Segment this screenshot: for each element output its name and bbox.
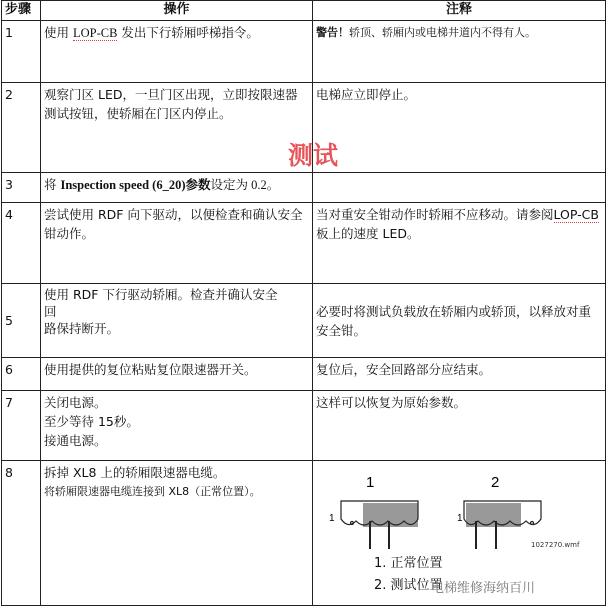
table-header-row	[2, 1, 606, 21]
procedure-table	[1, 0, 606, 606]
operation-cell: 尝试使用 RDF 向下驱动，以便检查和确认安全钳动作。	[41, 203, 313, 284]
step-number: 5	[2, 284, 41, 358]
brand-watermark: 电梯维修海纳百川	[431, 581, 536, 596]
step-number: 8	[2, 461, 41, 606]
note-cell: 复位后，安全回路部分应结束。	[313, 358, 606, 391]
table-row	[2, 21, 606, 83]
text: 至少等待 15秒。	[44, 414, 139, 429]
table-row	[2, 461, 606, 606]
operation-cell	[41, 461, 313, 606]
operation-cell	[41, 173, 313, 203]
step-number: 2	[2, 83, 41, 173]
table-row	[2, 203, 606, 284]
step-number: 1	[2, 21, 41, 83]
operation-cell	[41, 391, 313, 461]
text: 回	[44, 304, 57, 319]
header-step: 步骤	[2, 1, 41, 21]
warning-text: 轿顶、轿厢内或电梯井道内不得有人。	[349, 26, 536, 39]
warning-label: 警告！	[316, 26, 349, 39]
note-cell	[313, 173, 606, 203]
text: 当对重安全钳动作时轿厢不应移动。请参阅	[316, 207, 554, 222]
lop-cb-term: LOP-CB	[553, 207, 599, 222]
diagram-label-2: 2	[491, 474, 500, 491]
connector-test	[464, 501, 541, 549]
step-number: 3	[2, 173, 41, 203]
header-note: 注释	[313, 1, 606, 21]
lop-cb-term: LOP-CB	[72, 26, 118, 40]
text: 发出下行轿厢呼梯指令。	[117, 25, 259, 40]
test-watermark: 测试	[288, 141, 339, 170]
note-cell	[313, 203, 606, 284]
operation-cell	[41, 21, 313, 83]
note-cell	[313, 461, 606, 606]
table-row	[2, 173, 606, 203]
step-number: 6	[2, 358, 41, 391]
text: 设定为 0.2。	[210, 178, 280, 192]
figure-code: 1027270.wmf	[531, 541, 580, 549]
text: 将轿厢限速器电缆连接到 XL8（正常位置）。	[44, 485, 261, 498]
table-row	[2, 391, 606, 461]
operation-cell: 观察门区 LED，一旦门区出现，立即按限速器测试按钮，使轿厢在门区内停止。	[41, 83, 313, 173]
side-label: 1	[329, 513, 335, 524]
text: 将	[44, 177, 61, 192]
table-row	[2, 284, 606, 358]
legend-item: 1. 正常位置	[374, 556, 443, 571]
operation-cell: 使用提供的复位粘贴复位限速器开关。	[41, 358, 313, 391]
step-number: 7	[2, 391, 41, 461]
parameter-name: Inspection speed (6_20)参数	[60, 178, 211, 192]
side-label: 1	[457, 513, 463, 524]
text: 拆掉 XL8 上的轿厢限速器电缆。	[44, 465, 226, 480]
note-cell: 这样可以恢复为原始参数。	[313, 391, 606, 461]
note-cell: 电梯应立即停止。	[313, 83, 606, 173]
text: 使用 RDF 下行驱动轿厢。检查并确认安全	[44, 287, 278, 302]
note-cell: 必要时将测试负载放在轿厢内或轿顶，以释放对重安全钳。	[313, 284, 606, 358]
note-cell	[313, 21, 606, 83]
step-number: 4	[2, 203, 41, 284]
text: 关闭电源。	[44, 395, 107, 410]
text: 接通电源。	[44, 433, 107, 448]
connector-normal	[341, 501, 418, 549]
operation-cell	[41, 284, 313, 358]
diagram-label-1: 1	[366, 474, 375, 491]
text: 使用	[44, 25, 73, 40]
legend-item: 2. 测试位置	[374, 578, 443, 593]
connector-diagram	[316, 463, 602, 603]
text: 路保持断开。	[44, 321, 120, 336]
table-row	[2, 358, 606, 391]
header-operation: 操作	[41, 1, 313, 21]
text: 板上的速度 LED。	[316, 226, 420, 241]
